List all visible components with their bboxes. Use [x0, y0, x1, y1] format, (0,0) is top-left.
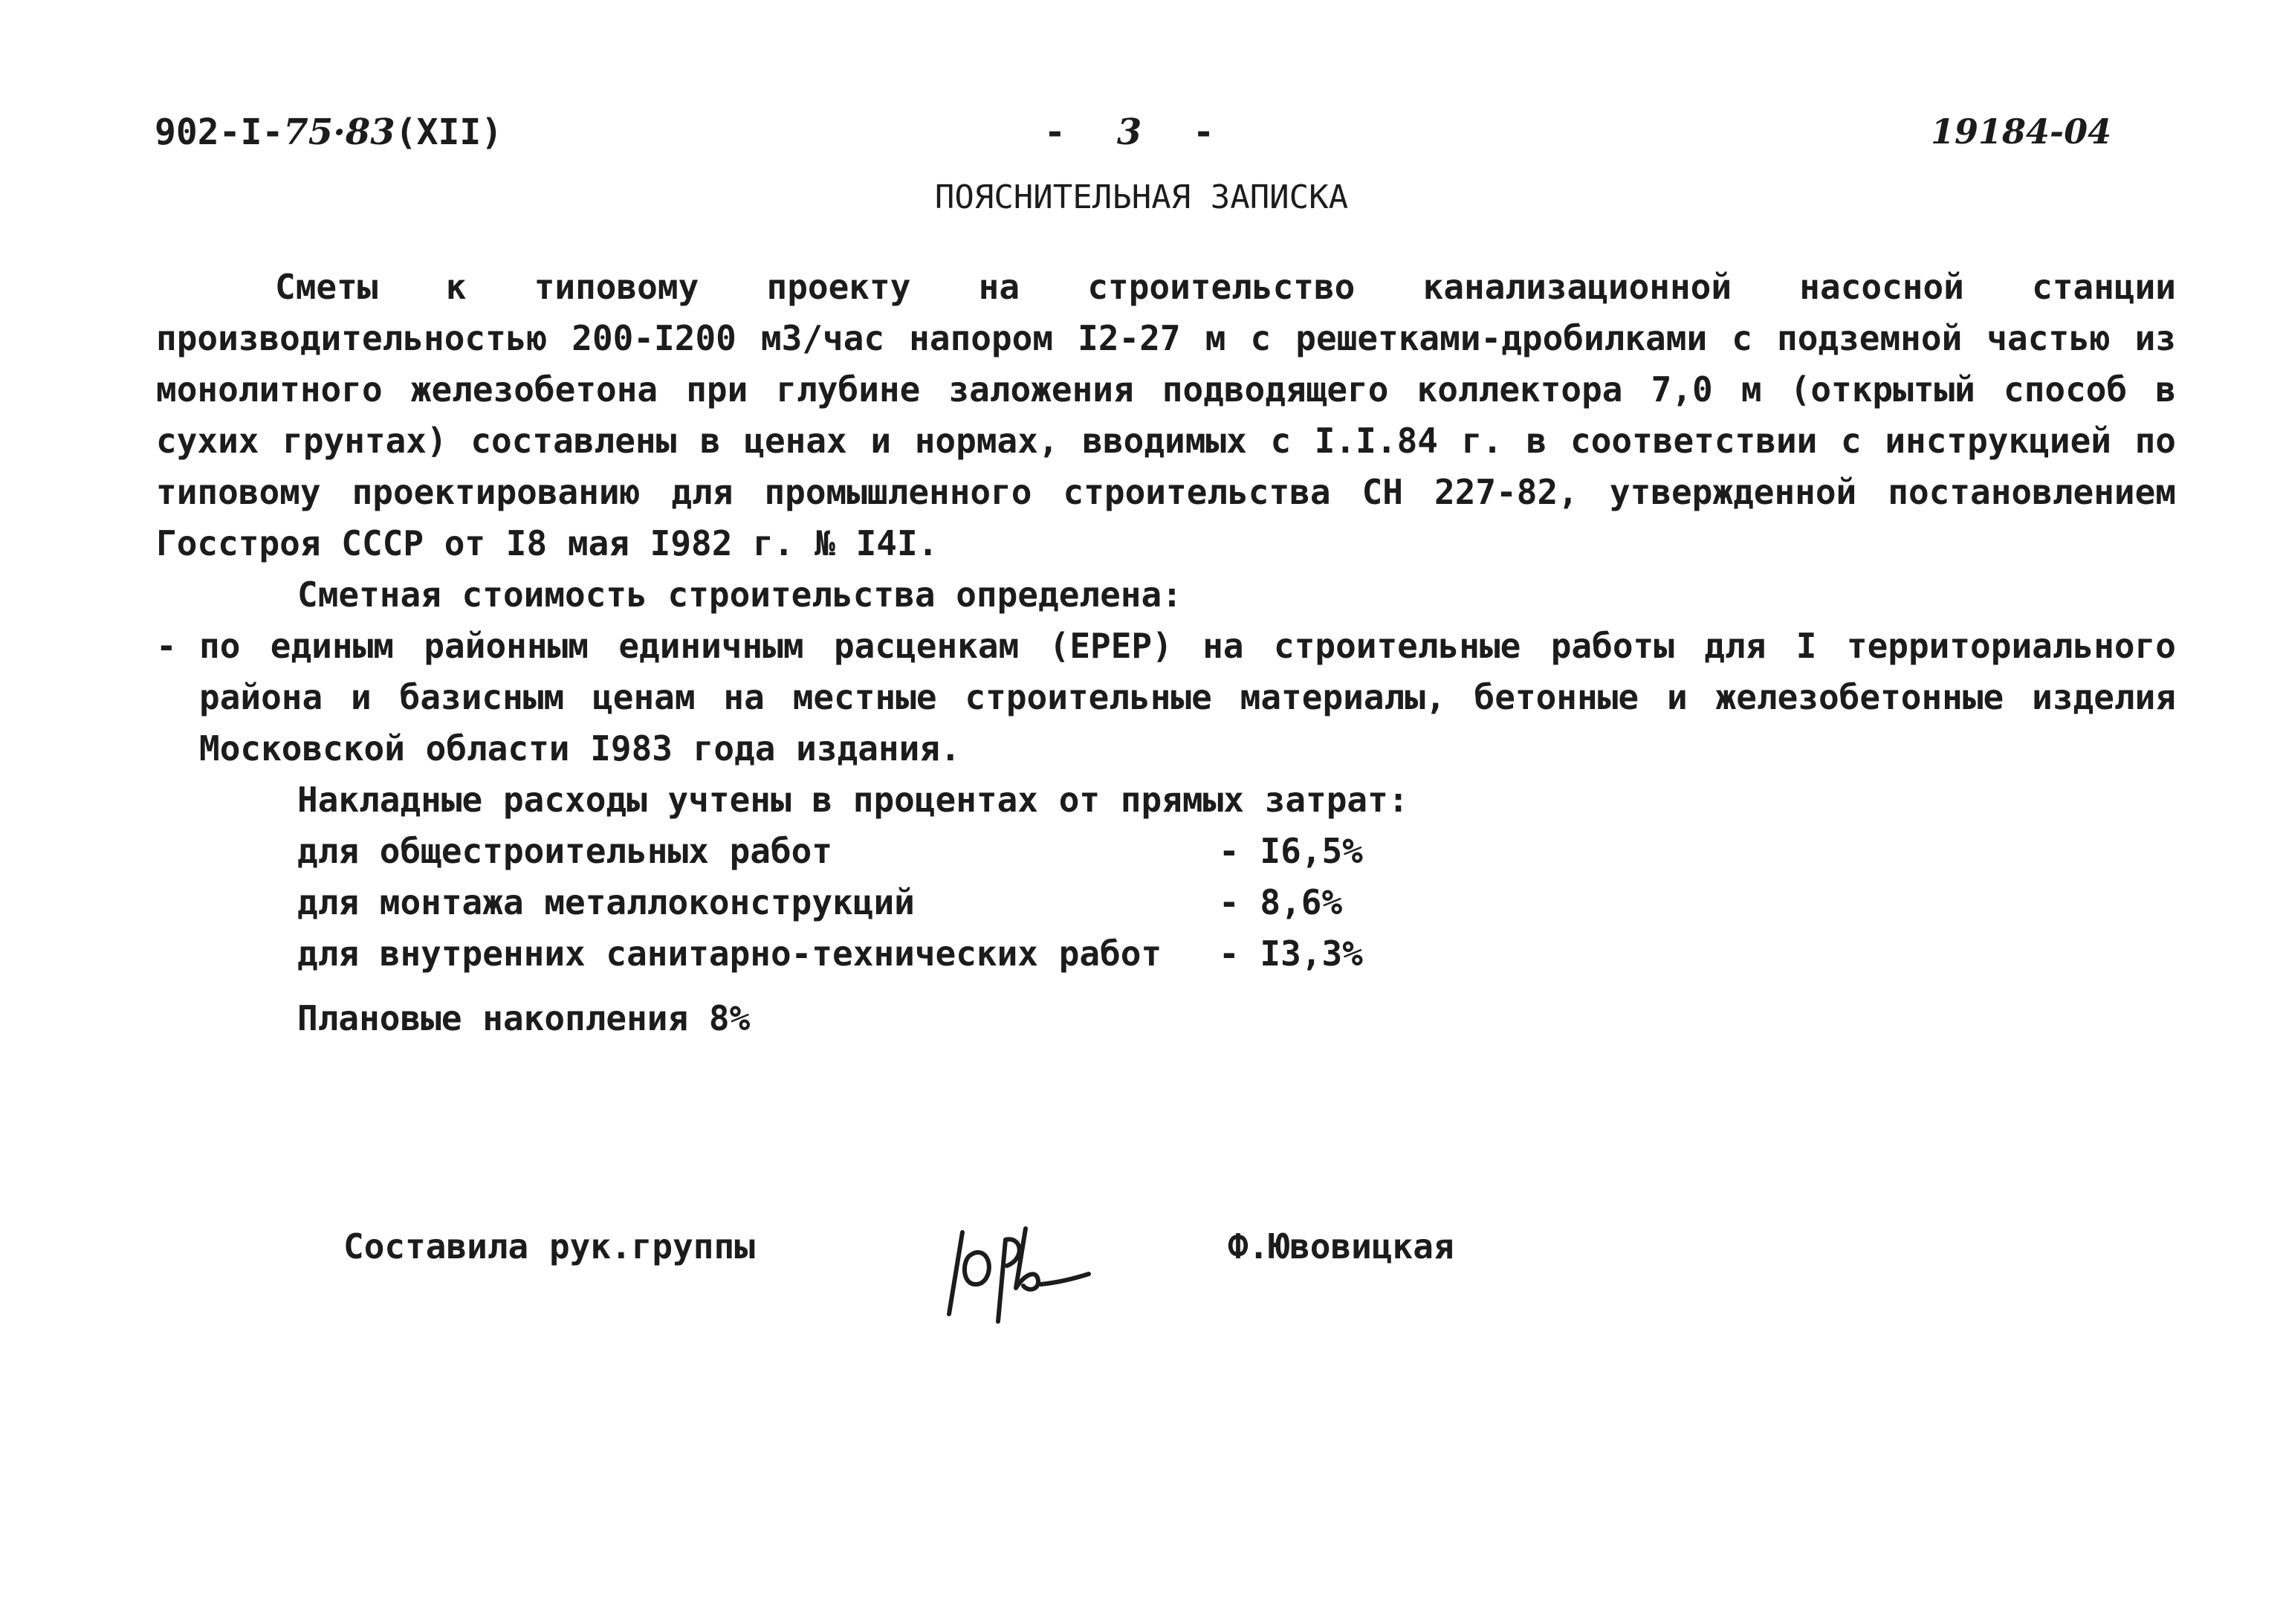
overhead-rate-value: - I6,5%: [1219, 831, 1363, 871]
overhead-rate-row: [297, 826, 2176, 877]
document-code-handwritten: 75·83: [283, 111, 395, 153]
overhead-rate-value: - 8,6%: [1219, 882, 1343, 922]
document-code-suffix: (XII): [395, 111, 503, 153]
overhead-intro: Накладные расходы учтены в процентах от прямых затрат:: [297, 780, 1409, 820]
page-number: [1044, 111, 1214, 153]
cost-basis-item: [156, 621, 2176, 774]
cost-basis-text: по единым районным единичным расценкам (ЕРЕР) на строительные работы для I территориального района и базисным ценам на местные строительные материалы, бетонные и железобетонные изделия Московской области I983 года издания.: [199, 626, 2176, 769]
overhead-rate-label: для общестроительных работ: [297, 831, 833, 871]
signature-role: Составила рук.группы: [343, 1226, 755, 1266]
intro-paragraph: Сметы к типовому проекту на строительство канализационной насосной станции производительностью 200-I200 м3/час напором I2-27 м с решетками-дробилками с подземной частью из монолитного железобетона при глубине заложения подводящего коллектора 7,0 м (открытый способ в сухих грунтах) составлены в ценах и нормах, вводимых с I.I.84 г. в соответствии с инструкцией по типовому проектированию для промышленного строительства СН 227-82, утвержденной постановлением Госстроя СССР от I8 мая I982 г. № I4I.: [156, 267, 2176, 563]
page-title: ПОЯСНИТЕЛЬНАЯ ЗАПИСКА: [934, 178, 1349, 216]
document-code-prefix: 902-I-: [155, 111, 284, 153]
list-dash: -: [156, 626, 177, 666]
overhead-rate-label: для внутренних санитарно-технических работ: [297, 934, 1162, 974]
document-body: [156, 262, 2176, 1044]
overhead-rate-row: [297, 928, 2176, 980]
overhead-rate-value: - I3,3%: [1219, 934, 1363, 974]
page-number-value: 3: [1116, 111, 1142, 153]
inventory-number: 19184-04: [1931, 111, 2112, 152]
handwritten-signature: [933, 1203, 1096, 1329]
planned-savings: Плановые накопления 8%: [297, 998, 751, 1038]
cost-intro: Сметная стоимость строительства определена:: [297, 575, 1182, 615]
document-code: [155, 111, 502, 153]
overhead-rate-label: для монтажа металлоконструкций: [297, 882, 915, 922]
page-number-dash-left: -: [1044, 111, 1066, 153]
overhead-rate-row: [297, 877, 2176, 928]
overhead-rates-list: [297, 826, 2176, 980]
signatory-name: Ф.Ювовицкая: [1228, 1226, 1454, 1266]
page-number-dash-right: -: [1193, 111, 1215, 153]
